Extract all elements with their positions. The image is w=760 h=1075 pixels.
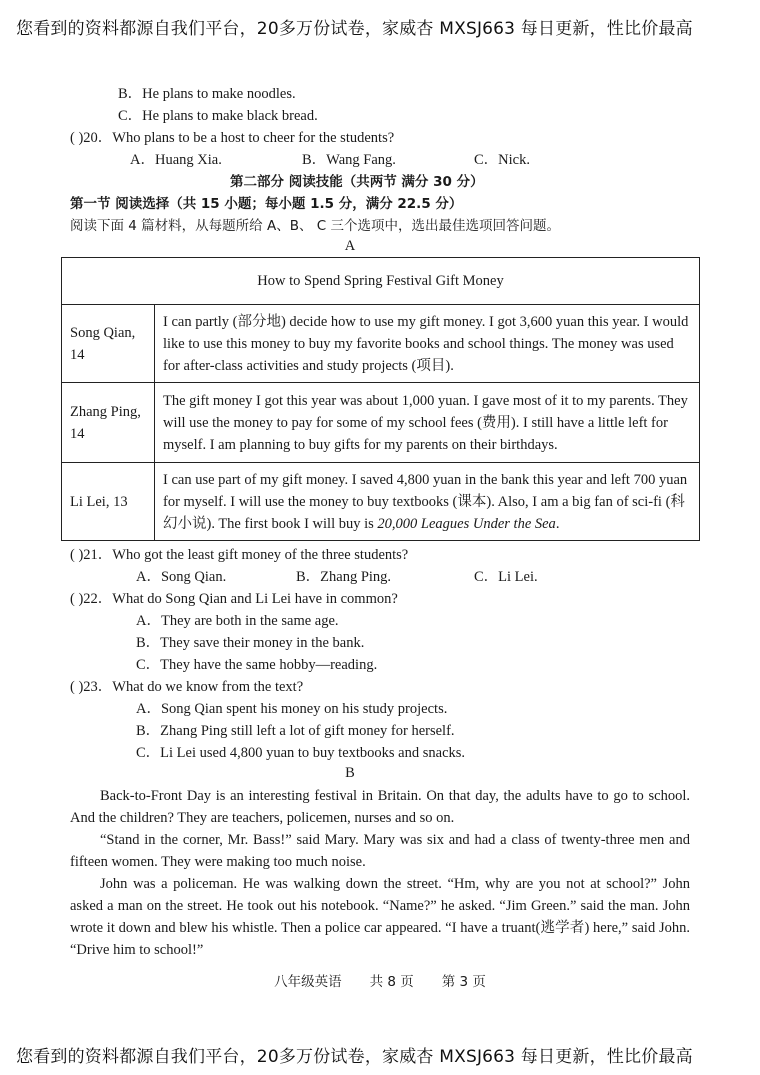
- reading-instruction: 阅读下面 4 篇材料，从每题所给 A、B、 C 三个选项中，选出最佳选项回答问题。: [70, 218, 560, 234]
- student-statement: I can partly (部分地) decide how to use my gift money. I got 3,600 yuan this year. I would like to use this money to buy my favorite books and school things. The money was used for after-class activities and study projects (项目).: [155, 305, 700, 383]
- paragraph: Back-to-Front Day is an interesting festival in Britain. On that day, the adults have to go to school. And the children? They are teachers, policemen, nurses and so on.: [70, 788, 690, 826]
- table-row: [62, 305, 700, 383]
- q22-option-c: C．They have the same hobby—reading.: [136, 657, 378, 673]
- q21-stem: ( )21．Who got the least gift money of the three students?: [70, 547, 409, 563]
- q19-option-b: B．He plans to make noodles.: [118, 86, 296, 102]
- statement-end: .: [555, 515, 560, 532]
- top-banner: 您看到的资料都源自我们平台，20多万份试卷，家威杏 MXSJ663 每日更新，性比价最高: [16, 19, 693, 39]
- q21-option-a: A．Song Qian.: [136, 569, 227, 585]
- gift-money-table: [61, 257, 700, 541]
- q23-option-b: B．Zhang Ping still left a lot of gift money for herself.: [136, 723, 455, 739]
- q21-option-c: C．Li Lei.: [474, 569, 538, 585]
- page-footer: [0, 970, 760, 990]
- student-statement: [155, 463, 700, 541]
- q19-option-c: C．He plans to make black bread.: [118, 108, 318, 124]
- bottom-banner: 您看到的资料都源自我们平台，20多万份试卷，家威杏 MXSJ663 每日更新，性比价最高: [16, 1047, 693, 1067]
- q21-option-b: B．Zhang Ping.: [296, 569, 392, 585]
- passage-a-letter: A: [344, 238, 356, 254]
- book-title: 20,000 Leagues Under the Sea: [377, 515, 556, 532]
- q22-option-b: B．They save their money in the bank.: [136, 635, 365, 651]
- q20-option-a: A．Huang Xia.: [130, 152, 222, 168]
- footer-page-number: 第 3 页: [441, 974, 486, 990]
- passage-b-letter: B: [345, 765, 355, 781]
- footer-subject: 八年级英语: [274, 974, 342, 990]
- section1-heading: 第一节 阅读选择（共 15 小题；每小题 1.5 分，满分 22.5 分）: [70, 196, 463, 212]
- table-row: [62, 463, 700, 541]
- q20-option-c: C．Nick.: [474, 152, 530, 168]
- paragraph: John was a policeman. He was walking down the street. “Hm, why are you not at school?” John asked a man on the street. He took out his notebook. “Name?” he asked. “Jim Green.” said the man. John wrote it down and blew his whistle. Then a police car appeared. “I have a truant(逃学者) here,” said John. “Drive him to school!”: [70, 876, 690, 958]
- student-statement: The gift money I got this year was about 1,000 yuan. I gave most of it to my parents. They will use the money to pay for some of my school fees (费用). I still have a little left for myself. I am planning to buy gifts for my parents on their birthdays.: [155, 383, 700, 463]
- q23-option-c: C．Li Lei used 4,800 yuan to buy textbooks and snacks.: [136, 745, 466, 761]
- table-row: [62, 383, 700, 463]
- student-name: Song Qian, 14: [62, 305, 155, 383]
- statement-text: I can use part of my gift money. I saved 4,800 yuan in the bank this year and left 700 yuan for myself. I will use the money to buy textbooks (课本). Also, I am a big fan of sci-fi (科幻小说). The first book I will buy is: [163, 471, 688, 532]
- table-title: How to Spend Spring Festival Gift Money: [62, 258, 700, 305]
- q20-option-b: B．Wang Fang.: [302, 152, 396, 168]
- student-name: Zhang Ping, 14: [62, 383, 155, 463]
- passage-b-text: [70, 785, 690, 961]
- footer-total-pages: 共 8 页: [369, 974, 414, 990]
- q23-option-a: A．Song Qian spent his money on his study projects.: [136, 701, 448, 717]
- q23-stem: ( )23．What do we know from the text?: [70, 679, 304, 695]
- paragraph: “Stand in the corner, Mr. Bass!” said Mary. Mary was six and had a class of twenty-three men and fifteen women. They were making too much noise.: [70, 832, 690, 870]
- q22-stem: ( )22．What do Song Qian and Li Lei have in common?: [70, 591, 398, 607]
- part2-heading: 第二部分 阅读技能（共两节 满分 30 分）: [230, 174, 484, 190]
- q22-option-a: A．They are both in the same age.: [136, 613, 339, 629]
- student-name: Li Lei, 13: [62, 463, 155, 541]
- q20-stem: ( )20．Who plans to be a host to cheer for the students?: [70, 130, 395, 146]
